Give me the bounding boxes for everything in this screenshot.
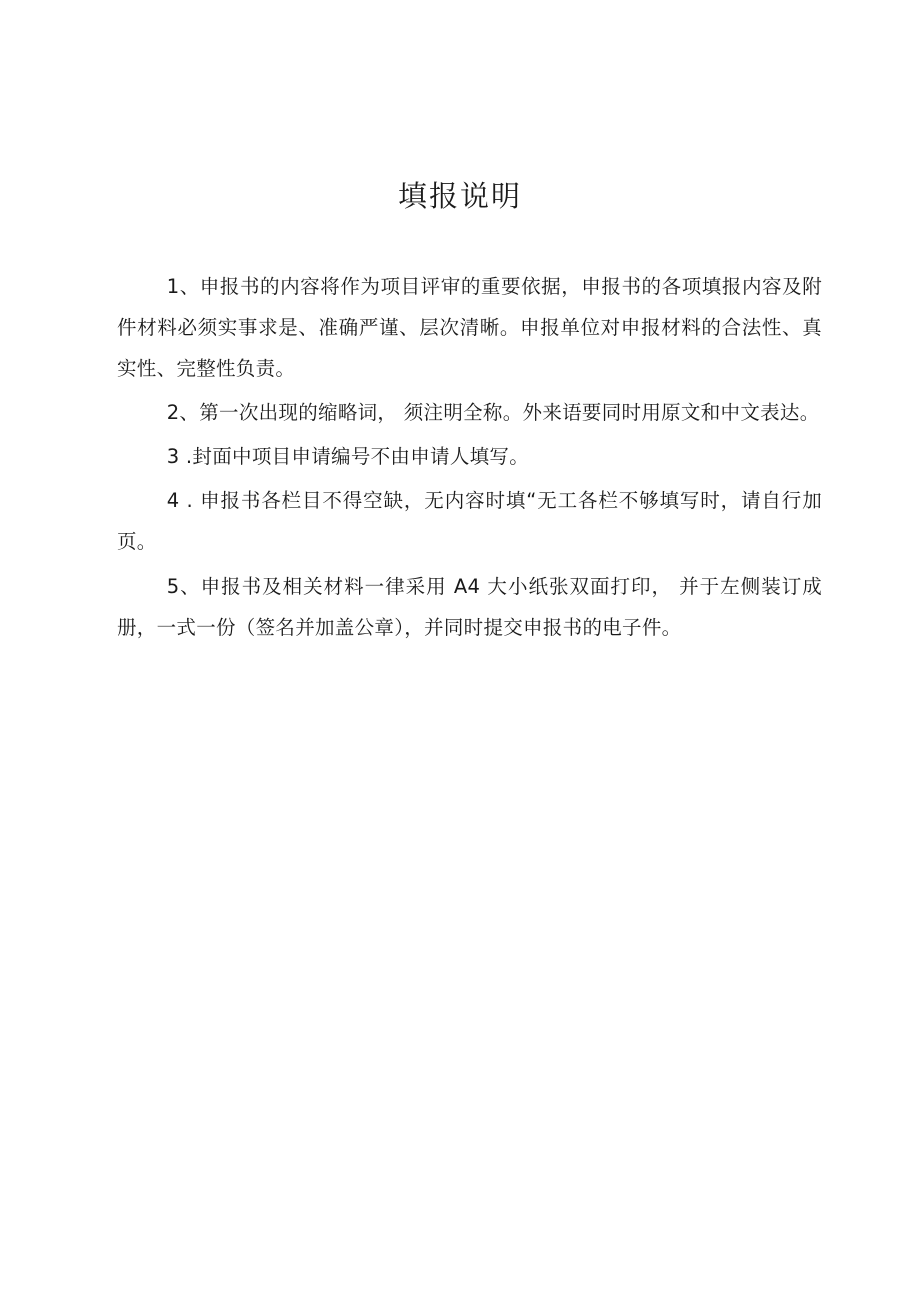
instruction-item-4: 4 . 申报书各栏目不得空缺，无内容时填“无工各栏不够填写时，请自行加页。 [117,489,822,553]
instruction-item-5: 5、申报书及相关材料一律采用 A4 大小纸张双面打印， 并于左侧装订成册，一式一份（签名并加盖公章），并同时提交申报书的电子件。 [117,575,822,639]
page-title: 填报说明 [397,179,522,213]
instruction-item-3: 3 .封面中项目申请编号不由申请人填写。 [166,445,530,468]
instruction-item-1: 1、申报书的内容将作为项目评审的重要依据，申报书的各项填报内容及附件材料必须实事求是、准确严谨、层次清晰。申报单位对申报材料的合法性、真实性、完整性负责。 [117,275,822,380]
instruction-item-2: 2、第一次出现的缩略词， 须注明全称。外来语要同时用原文和中文表达。 [166,401,820,424]
instructions-body [117,266,822,651]
